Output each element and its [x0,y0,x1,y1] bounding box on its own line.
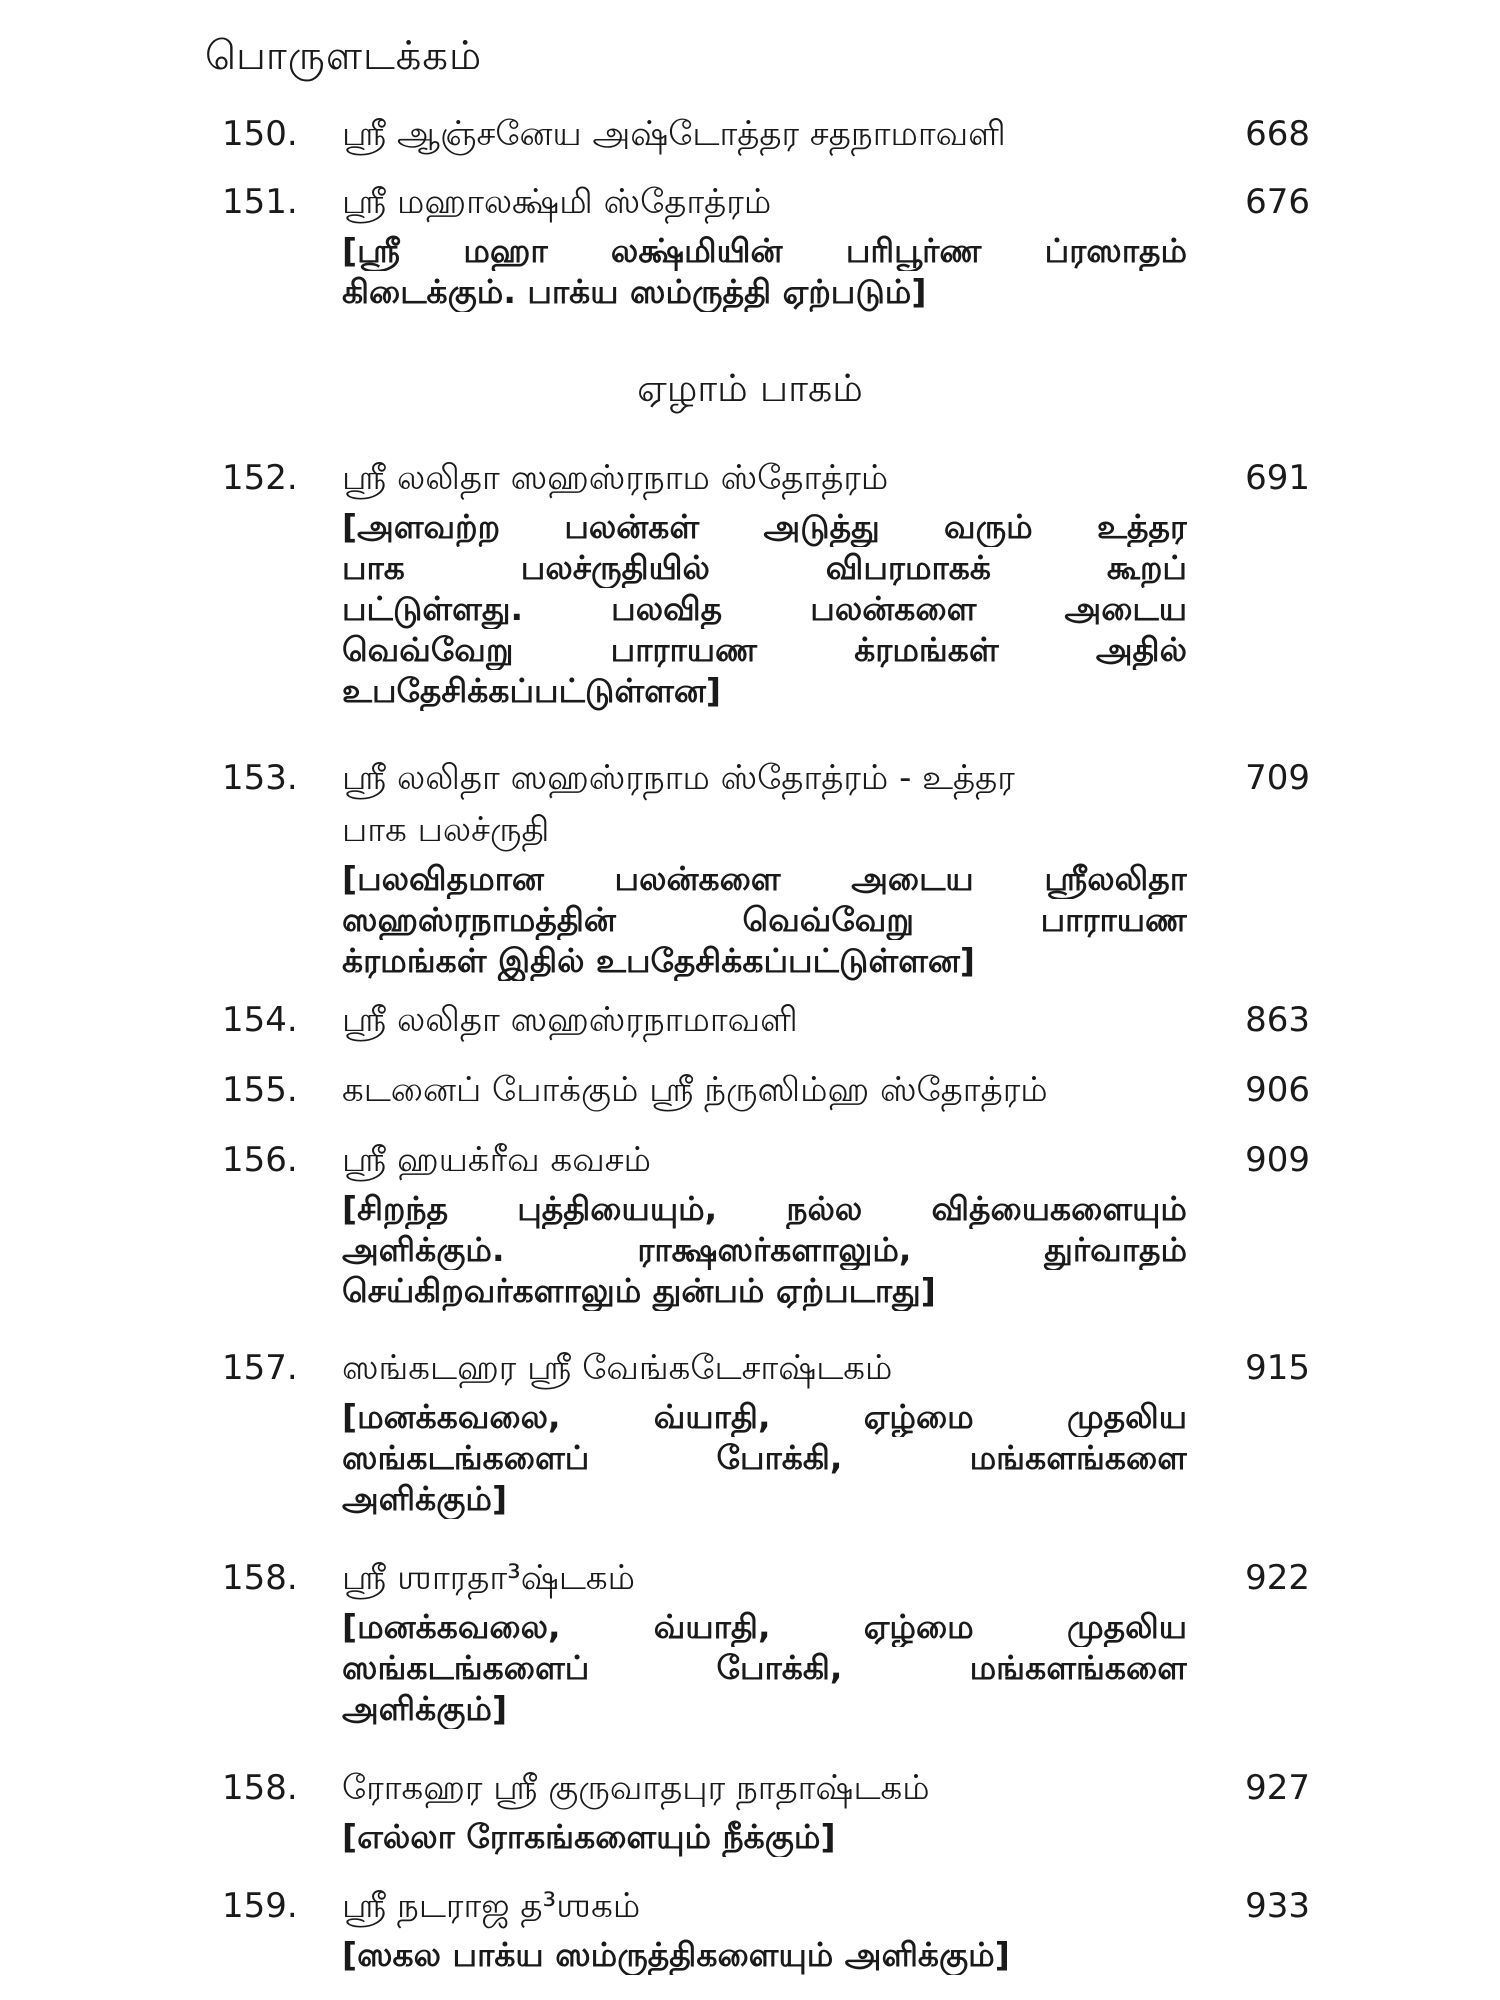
entry-description-line: [எல்லா ரோகங்களையும் நீக்கும்] [342,1817,836,1856]
entry-number: 156. [222,1140,298,1180]
entry-number: 152. [222,458,298,498]
entry-page-number: 909 [1245,1140,1310,1180]
entry-title [342,1134,1192,1186]
entry-number: 157. [222,1348,298,1388]
entry-description-line: பட்டுள்ளது. பலவித பலன்களை அடைய [342,589,1187,628]
entry-page-number: 906 [1245,1070,1310,1110]
entry-description-line: [பலவிதமான பலன்களை அடைய ஸ்ரீலலிதா [342,859,1187,898]
section-heading: ஏழாம் பாகம் [637,366,863,410]
entry-title-line: ஸ்ரீ மஹாலக்ஷ்மி ஸ்தோத்ரம் [342,182,772,222]
entry-description-line: ஸஹஸ்ரநாமத்தின் வெவ்வேறு பாராயண [342,900,1187,939]
entry-page-number: 922 [1245,1558,1310,1598]
entry-title-line: ஸ்ரீ ஆஞ்சனேய அஷ்டோத்தர சதநாமாவளி [342,114,1006,154]
entry-description [342,1816,1187,1857]
entry-description-line: [ஸ்ரீ மஹா லக்ஷ்மியின் பரிபூர்ண ப்ரஸாதம் [342,231,1187,270]
entry-description-line: ஸங்கடங்களைப் போக்கி, மங்களங்களை [342,1438,1187,1477]
entry-number: 151. [222,182,298,222]
entry-description-line: கிடைக்கும். பாக்ய ஸம்ருத்தி ஏற்படும்] [342,272,927,311]
entry-title-line: ஸ்ரீ லலிதா ஸஹஸ்ரநாம ஸ்தோத்ரம் [342,458,889,498]
entry-description-line: [ஸகல பாக்ய ஸம்ருத்திகளையும் அளிக்கும்] [342,1935,1010,1974]
entry-description-line: வெவ்வேறு பாராயண க்ரமங்கள் அதில் [342,630,1187,669]
entry-description-line: அளிக்கும்] [342,1689,508,1728]
entry-title-line: ஸங்கடஹர ஸ்ரீ வேங்கடேசாஷ்டகம் [342,1348,893,1388]
entry-number: 158. [222,1768,298,1808]
entry-description-line: [அளவற்ற பலன்கள் அடுத்து வரும் உத்தர [342,507,1187,546]
entry-description-line: க்ரமங்கள் இதில் உபதேசிக்கப்பட்டுள்ளன] [342,941,975,980]
entry-number: 150. [222,114,298,154]
entry-page-number: 863 [1245,1000,1310,1040]
entry-title-line: பாக பலச்ருதி [342,810,550,850]
entry-number: 158. [222,1558,298,1598]
entry-title-line: ஸ்ரீ ஶாரதா³ஷ்டகம் [342,1558,636,1598]
entry-page-number: 691 [1245,458,1310,498]
entry-title-line: ஸ்ரீ லலிதா ஸஹஸ்ரநாம ஸ்தோத்ரம் - உத்தர [342,758,1015,798]
entry-description-line: [மனக்கவலை, வ்யாதி, ஏழ்மை முதலிய [342,1607,1187,1646]
entry-page-number: 676 [1245,182,1310,222]
entry-description-line: [மனக்கவலை, வ்யாதி, ஏழ்மை முதலிய [342,1397,1187,1436]
entry-description [342,506,1187,711]
entry-description-line: உபதேசிக்கப்பட்டுள்ளன] [342,671,721,710]
entry-title-line: ஸ்ரீ ஹயக்ரீவ கவசம் [342,1140,651,1180]
entry-title-line: ஸ்ரீ லலிதா ஸஹஸ்ரநாமாவளி [342,1000,798,1040]
entry-title-line: ரோகஹர ஸ்ரீ குருவாதபுர நாதாஷ்டகம் [342,1768,930,1808]
entry-page-number: 668 [1245,114,1310,154]
entry-title-line: ஸ்ரீ நடராஜ த³ஶகம் [342,1886,641,1926]
entry-page-number: 915 [1245,1348,1310,1388]
entry-title [342,452,1192,504]
entry-title [342,108,1192,160]
entry-description [342,1934,1187,1975]
entry-description [342,858,1187,981]
entry-number: 159. [222,1886,298,1926]
entry-number: 154. [222,1000,298,1040]
entry-title [342,1880,1192,1932]
entry-number: 155. [222,1070,298,1110]
entry-description [342,230,1187,312]
entry-description-line: செய்கிறவர்களாலும் துன்பம் ஏற்படாது] [342,1271,936,1310]
entry-description [342,1606,1187,1729]
entry-title [342,752,1192,856]
entry-number: 153. [222,758,298,798]
entry-page-number: 927 [1245,1768,1310,1808]
entry-title [342,176,1192,228]
entry-title [342,1552,1192,1604]
entry-title [342,1762,1192,1814]
entry-description-line: ஸங்கடங்களைப் போக்கி, மங்களங்களை [342,1648,1187,1687]
entry-page-number: 709 [1245,758,1310,798]
entry-page-number: 933 [1245,1886,1310,1926]
entry-description-line: [சிறந்த புத்தியையும், நல்ல வித்யைகளையும் [342,1189,1187,1228]
entry-title [342,1342,1192,1394]
page-title: பொருளடக்கம் [205,33,483,79]
entry-title [342,1064,1192,1116]
entry-title-line: கடனைப் போக்கும் ஸ்ரீ ந்ருஸிம்ஹ ஸ்தோத்ரம் [342,1070,1048,1110]
entry-description-line: அளிக்கும். ராக்ஷஸர்களாலும், துர்வாதம் [342,1230,1187,1269]
entry-description-line: பாக பலச்ருதியில் விபரமாகக் கூறப் [342,548,1187,587]
entry-description [342,1396,1187,1519]
entry-description-line: அளிக்கும்] [342,1479,508,1518]
entry-title [342,994,1192,1046]
entry-description [342,1188,1187,1311]
